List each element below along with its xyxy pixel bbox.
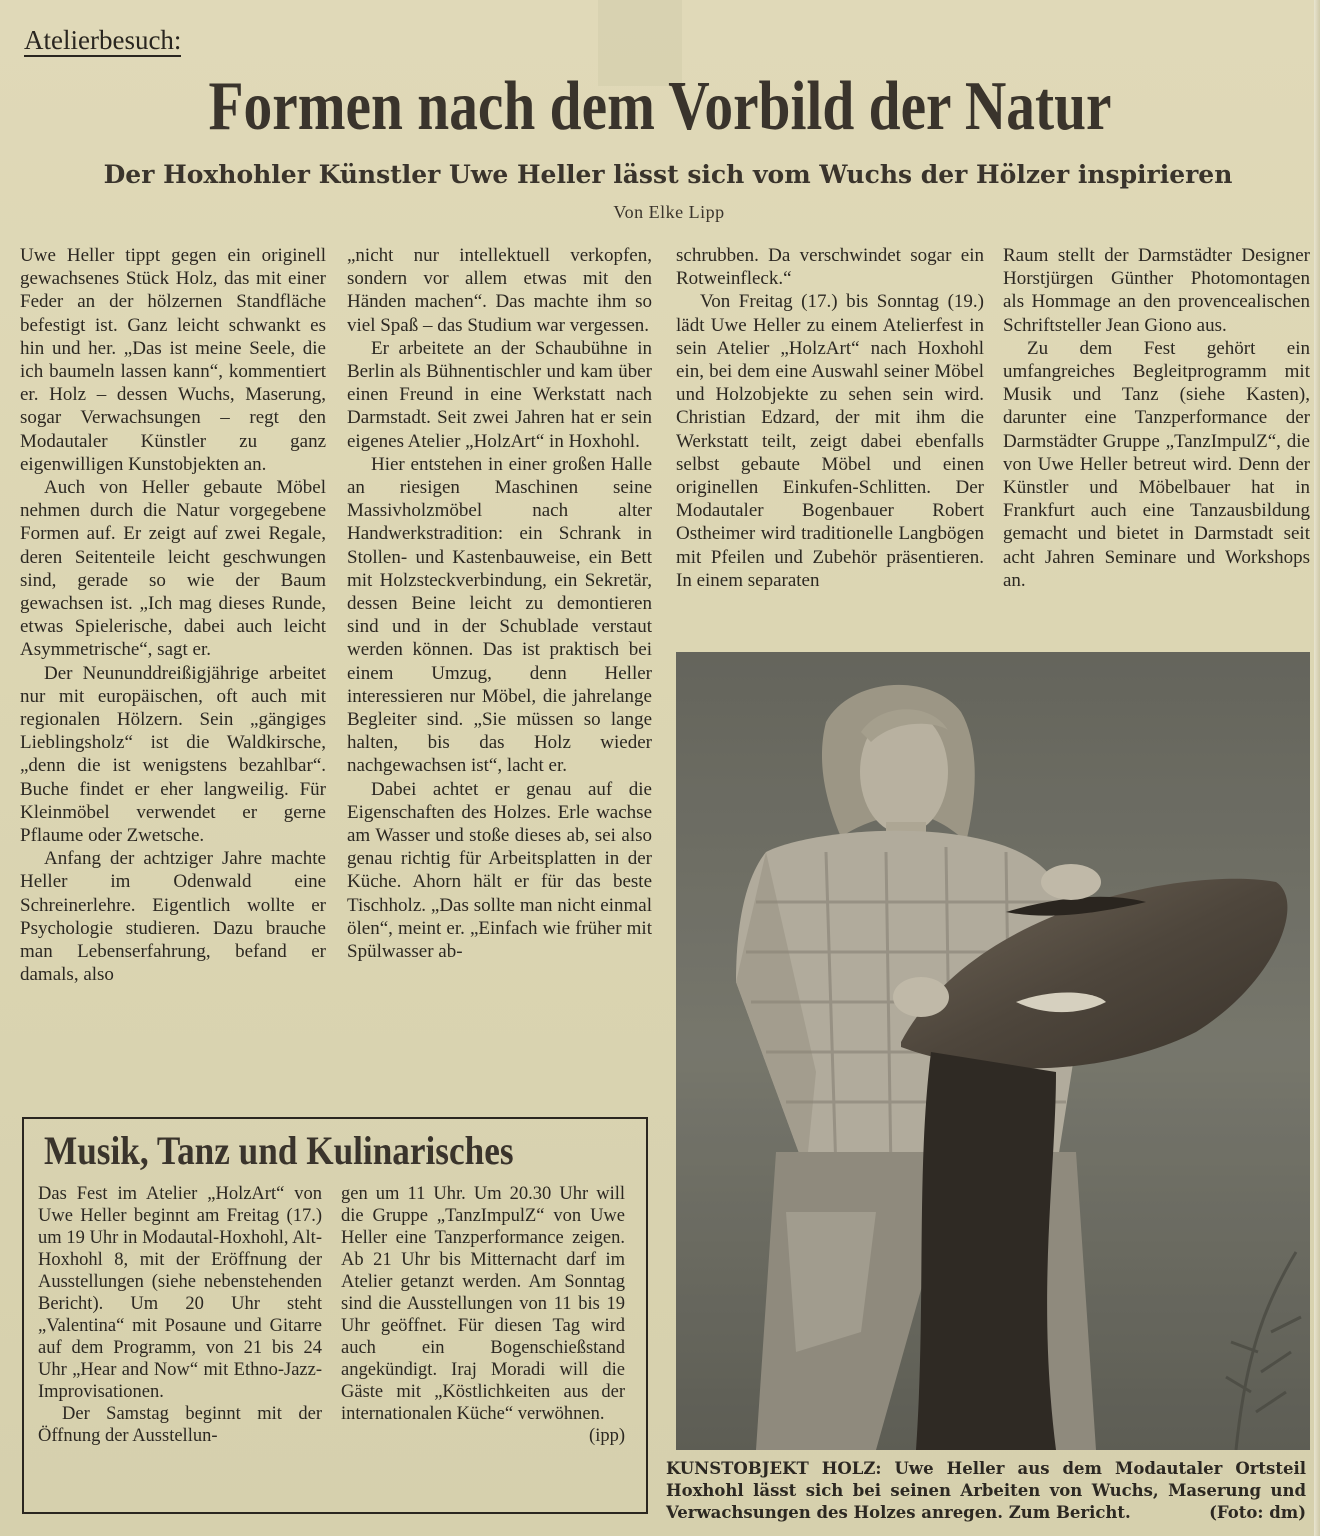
paragraph: „nicht nur intellektuell verkopfen, sondern vor allem etwas mit den Händen machen“. Das machte ihm so viel Spaß – das Studium war vergessen. (347, 245, 652, 336)
paragraph: Anfang der achtziger Jahre machte Heller im Odenwald eine Schreinerlehre. Eigentlich wollte er Psychologie studieren. Dazu brauche man Lebenserfahrung, befand er damals, also (20, 848, 326, 986)
paragraph: Uwe Heller tippt gegen ein originell gewachsenes Stück Holz, das mit einer Feder an der hölzernen Standfläche befestigt ist. Ganz leicht schwankt es hin und her. „Das ist meine Seele, die ich baumeln lassen kann“, kommentiert er. Holz – dessen Wuchs, Maserung, sogar Verwachsungen – regt den Modautaler Künstler zu ganz eigenwilligen Kunstobjekten an. (20, 245, 326, 475)
article-column-3 (676, 244, 984, 592)
info-box-column-1 (38, 1183, 322, 1447)
headline: Formen nach dem Vorbild der Natur (208, 68, 1112, 145)
author-signature: (ipp) (589, 1426, 625, 1446)
paper-edge (1314, 0, 1320, 1536)
paragraph: Der Samstag beginnt mit der Öffnung der Ausstellun- (38, 1404, 322, 1446)
photo-caption (666, 1458, 1306, 1524)
caption-text: KUNSTOBJEKT HOLZ: Uwe Heller aus dem Modautaler Ortsteil Hoxhohl lässt sich bei seinen Arbeiten von Wuchs, Maserung und Verwachsungen des Holzes anregen. Zum Bericht. (666, 1459, 1306, 1522)
info-box-title: Musik, Tanz und Kulinarisches (44, 1128, 514, 1173)
subheadline: Der Hoxhohler Künstler Uwe Heller lässt sich vom Wuchs der Hölzer inspirieren (103, 160, 1233, 189)
paragraph: schrubben. Da verschwindet sogar ein Rotweinfleck.“ (676, 245, 984, 290)
article-photo (676, 652, 1310, 1450)
paragraph: Dabei achtet er genau auf die Eigenschaften des Holzes. Erle wachse am Wasser und stoße dieses ab, sei also genau richtig für Arbeitsplatten in der Küche. Ahorn hält er für das beste Tischholz. „Das sollte man nicht einmal ölen“, meint er. „Einfach wie früher mit Spülwasser ab- (347, 778, 652, 963)
photo-credit: (Foto: dm) (1209, 1503, 1306, 1522)
paragraph: Auch von Heller gebaute Möbel nehmen durch die Natur vorgegebene Formen auf. Er zeigt auf zwei Regale, deren Seitenteile leicht geschwungen sind, gerade so wie der Baum gewachsen ist. „Ich mag dieses Runde, etwas Spielerische, dabei auch leicht Asymmetrische“, sagt er. (20, 477, 326, 661)
byline: Von Elke Lipp (613, 202, 725, 222)
paragraph: Hier entstehen in einer großen Halle an riesigen Maschinen seine Massivholzmöbel nach alter Handwerkstradition: ein Schrank in Stollen- und Kastenbauweise, ein Bett mit Holzsteckverbindung, ein Sekretär, dessen Beine leicht zu demontieren sind und in der Schublade verstaut werden können. Das ist praktisch bei einem Umzug, denn Heller interessieren nur Möbel, die jahrelange Begleiter sind. „Sie müssen so lange halten, bis das Holz wieder nachgewachsen ist“, lacht er. (347, 453, 652, 777)
paragraph: gen um 11 Uhr. Um 20.30 Uhr will die Gruppe „TanzImpulZ“ von Uwe Heller eine Tanzperformance zeigen. Ab 21 Uhr bis Mitternacht darf im Atelier getanzt werden. Am Sonntag sind die Ausstellungen von 11 bis 19 Uhr geöffnet. Für diesen Tag wird auch ein Bogenschießstand angekündigt. Iraj Moradi will die Gäste mit „Köstlichkeiten aus der internationalen Küche“ verwöhnen. (341, 1184, 625, 1424)
article-column-2 (347, 244, 652, 963)
paragraph: Der Neununddreißigjährige arbeitet nur mit europäischen, oft auch mit regionalen Hölzern. Sein „gängiges Lieblingsholz“ ist die Waldkirsche, „denn die ist wenigstens bezahlbar“. Buche findet er eher langweilig. Für Kleinmöbel verwendet er gerne Pflaume oder Zwetsche. (20, 662, 326, 847)
paragraph: Er arbeitete an der Schaubühne in Berlin als Bühnentischler und kam über einen Freund in eine Werkstatt nach Darmstadt. Seit zwei Jahren hat er sein eigenes Atelier „HolzArt“ in Hoxhohl. (347, 337, 652, 452)
paragraph: Zu dem Fest gehört ein umfangreiches Begleitprogramm mit Musik und Tanz (siehe Kasten), darunter eine Tanzperformance der Darmstädter Gruppe „TanzImpulZ“, die von Uwe Heller betreut wird. Denn der Künstler und Möbelbauer hat in Frankfurt auch eine Tanzausbildung gemacht und bietet in Darmstadt seit acht Jahren Seminare und Workshops an. (1003, 337, 1310, 591)
article-column-4 (1003, 244, 1310, 592)
paragraph: Das Fest im Atelier „HolzArt“ von Uwe Heller beginnt am Freitag (17.) um 19 Uhr in Modautal-Hoxhohl, Alt-Hoxhohl 8, mit der Eröffnung der Ausstellungen (siehe nebenstehenden Bericht). Um 20 Uhr steht „Valentina“ mit Posaune und Gitarre auf dem Programm, von 21 bis 24 Uhr „Hear and Now“ mit Ethno-Jazz-Improvisationen. (38, 1184, 322, 1402)
photo-illustration (676, 652, 1310, 1450)
paragraph: Von Freitag (17.) bis Sonntag (19.) lädt Uwe Heller zu einem Atelierfest in sein Atelier „HolzArt“ nach Hoxhohl ein, bei dem eine Auswahl seiner Möbel und Holzobjekte zu sehen sein wird. Christian Edzard, der mit ihm die Werkstatt teilt, zeigt dabei ebenfalls selbst gebaute Möbel und einen originellen Einkufen-Schlitten. Der Modautaler Bogenbauer Robert Ostheimer wird traditionelle Langbögen mit Pfeilen und Zubehör präsentieren. In einem separaten (676, 291, 984, 591)
paragraph: Raum stellt der Darmstädter Designer Horstjürgen Günther Photomontagen als Hommage an den provencealischen Schriftsteller Jean Giono aus. (1003, 245, 1310, 336)
section-kicker: Atelierbesuch: (24, 25, 182, 55)
info-box-column-2 (341, 1183, 625, 1447)
article-column-1 (20, 244, 326, 987)
